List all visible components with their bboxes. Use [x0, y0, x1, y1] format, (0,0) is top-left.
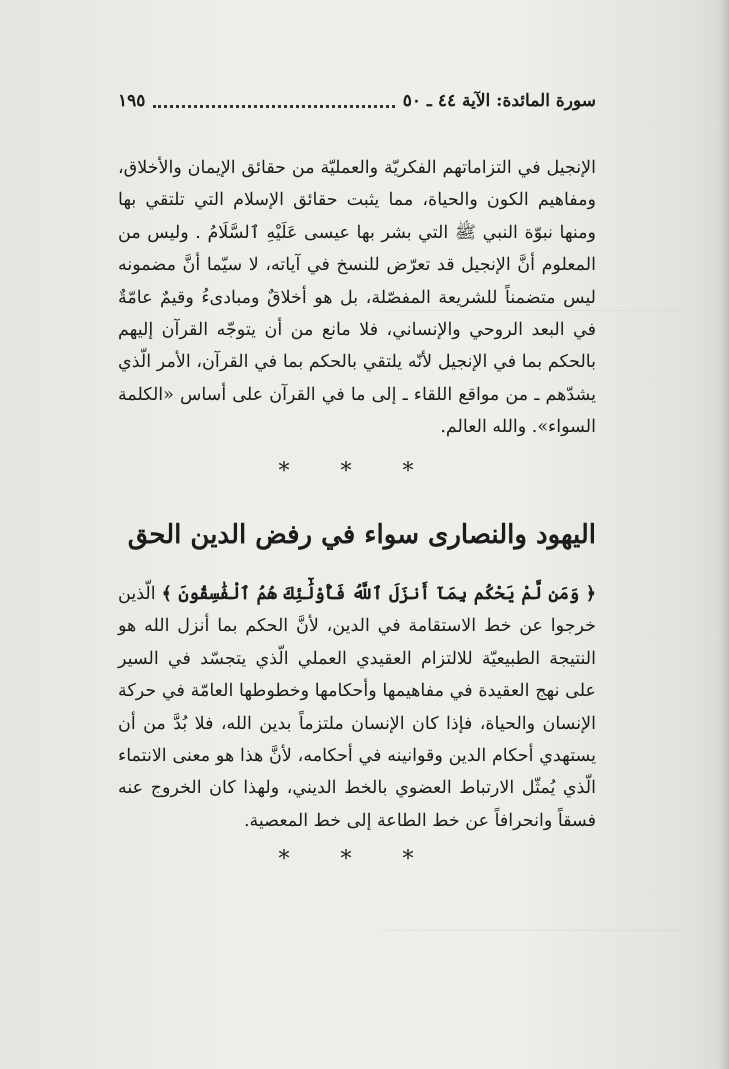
section-heading: اليهود والنصارى سواء في رفض الدين الحق — [127, 520, 596, 550]
bleed-through-line — [380, 930, 680, 931]
bleed-through-line — [380, 310, 680, 311]
paragraph-1: الإنجيل في التزاماتهم الفكريّة والعمليّة من حقائق الإيمان والأخلاق، ومفاهيم الكون والحياة، مما يثبت حقائق الإسلام التي تلتقي بها ومنها نبوّة النبي ﷺ التي بشر بها عيسى عَلَيْهِ ٱلسَّلَامُ . وليس من المعلوم أنَّ الإنجيل قد تعرّض للنسخ في آياته، لا سيّما أنَّ مضمونه ليس متضمناً للشريعة المفصّلة، بل هو أخلاقٌ ومبادىءُ وقيمٌ عامّةٌ في البعد الروحي والإنساني، فلا مانع من أن يتوجّه القرآن إليهم بالحكم بما في الإنجيل لأنّه يلتقي بالحكم بما في القرآن، الأمر الّذي يشدّهم ـ من مواقع اللقاء ـ إلى ما في القرآن على أساس «الكلمة السواء». والله العالم. — [118, 158, 596, 438]
spine-shadow — [719, 0, 729, 1069]
paragraph-2 — [118, 578, 596, 837]
paragraph-2-text: الّذين خرجوا عن خط الاستقامة في الدين، لأنَّ الحكم بما أنزل الله هو النتيجة الطبيعيّة للالتزام العقيدي العملي الّذي يتجسّد في السير على نهج العقيدة في مفاهيمها وأحكامها وخطوطها العامّة في حركة الإنسان والحياة، فإذا كان الإنسان ملتزماً بدين الله، فلا بُدَّ من أن يستهدي أحكام الدين وقوانينه في أحكامه، لأنَّ هذا هو معنى الانتماء الّذي يُمثّل الارتباط العضوي بالخط الديني، ولهذا كان الخروج عنه فسقاً وانحرافاً عن خط الطاعة إلى خط المعصية. — [118, 584, 596, 831]
paragraph-block-2 — [118, 578, 596, 837]
running-header — [118, 86, 596, 116]
quran-verse: ﴿ وَمَن لَّمْ يَحْكُم بِمَآ أَنزَلَ ٱللَّهُ فَأُوْلَٰٓئِكَ هُمُ ٱلْفَٰسِقُونَ ﴾ — [161, 584, 596, 604]
section-divider-2: * * * — [278, 847, 436, 872]
paragraph-block-1 — [118, 152, 596, 444]
header-dot-leader — [153, 95, 394, 108]
header-title: سورة المائدة: الآية ٤٤ ـ ٥٠ — [402, 91, 596, 111]
section-divider-1: * * * — [278, 459, 436, 484]
page-number: ١٩٥ — [118, 91, 146, 111]
